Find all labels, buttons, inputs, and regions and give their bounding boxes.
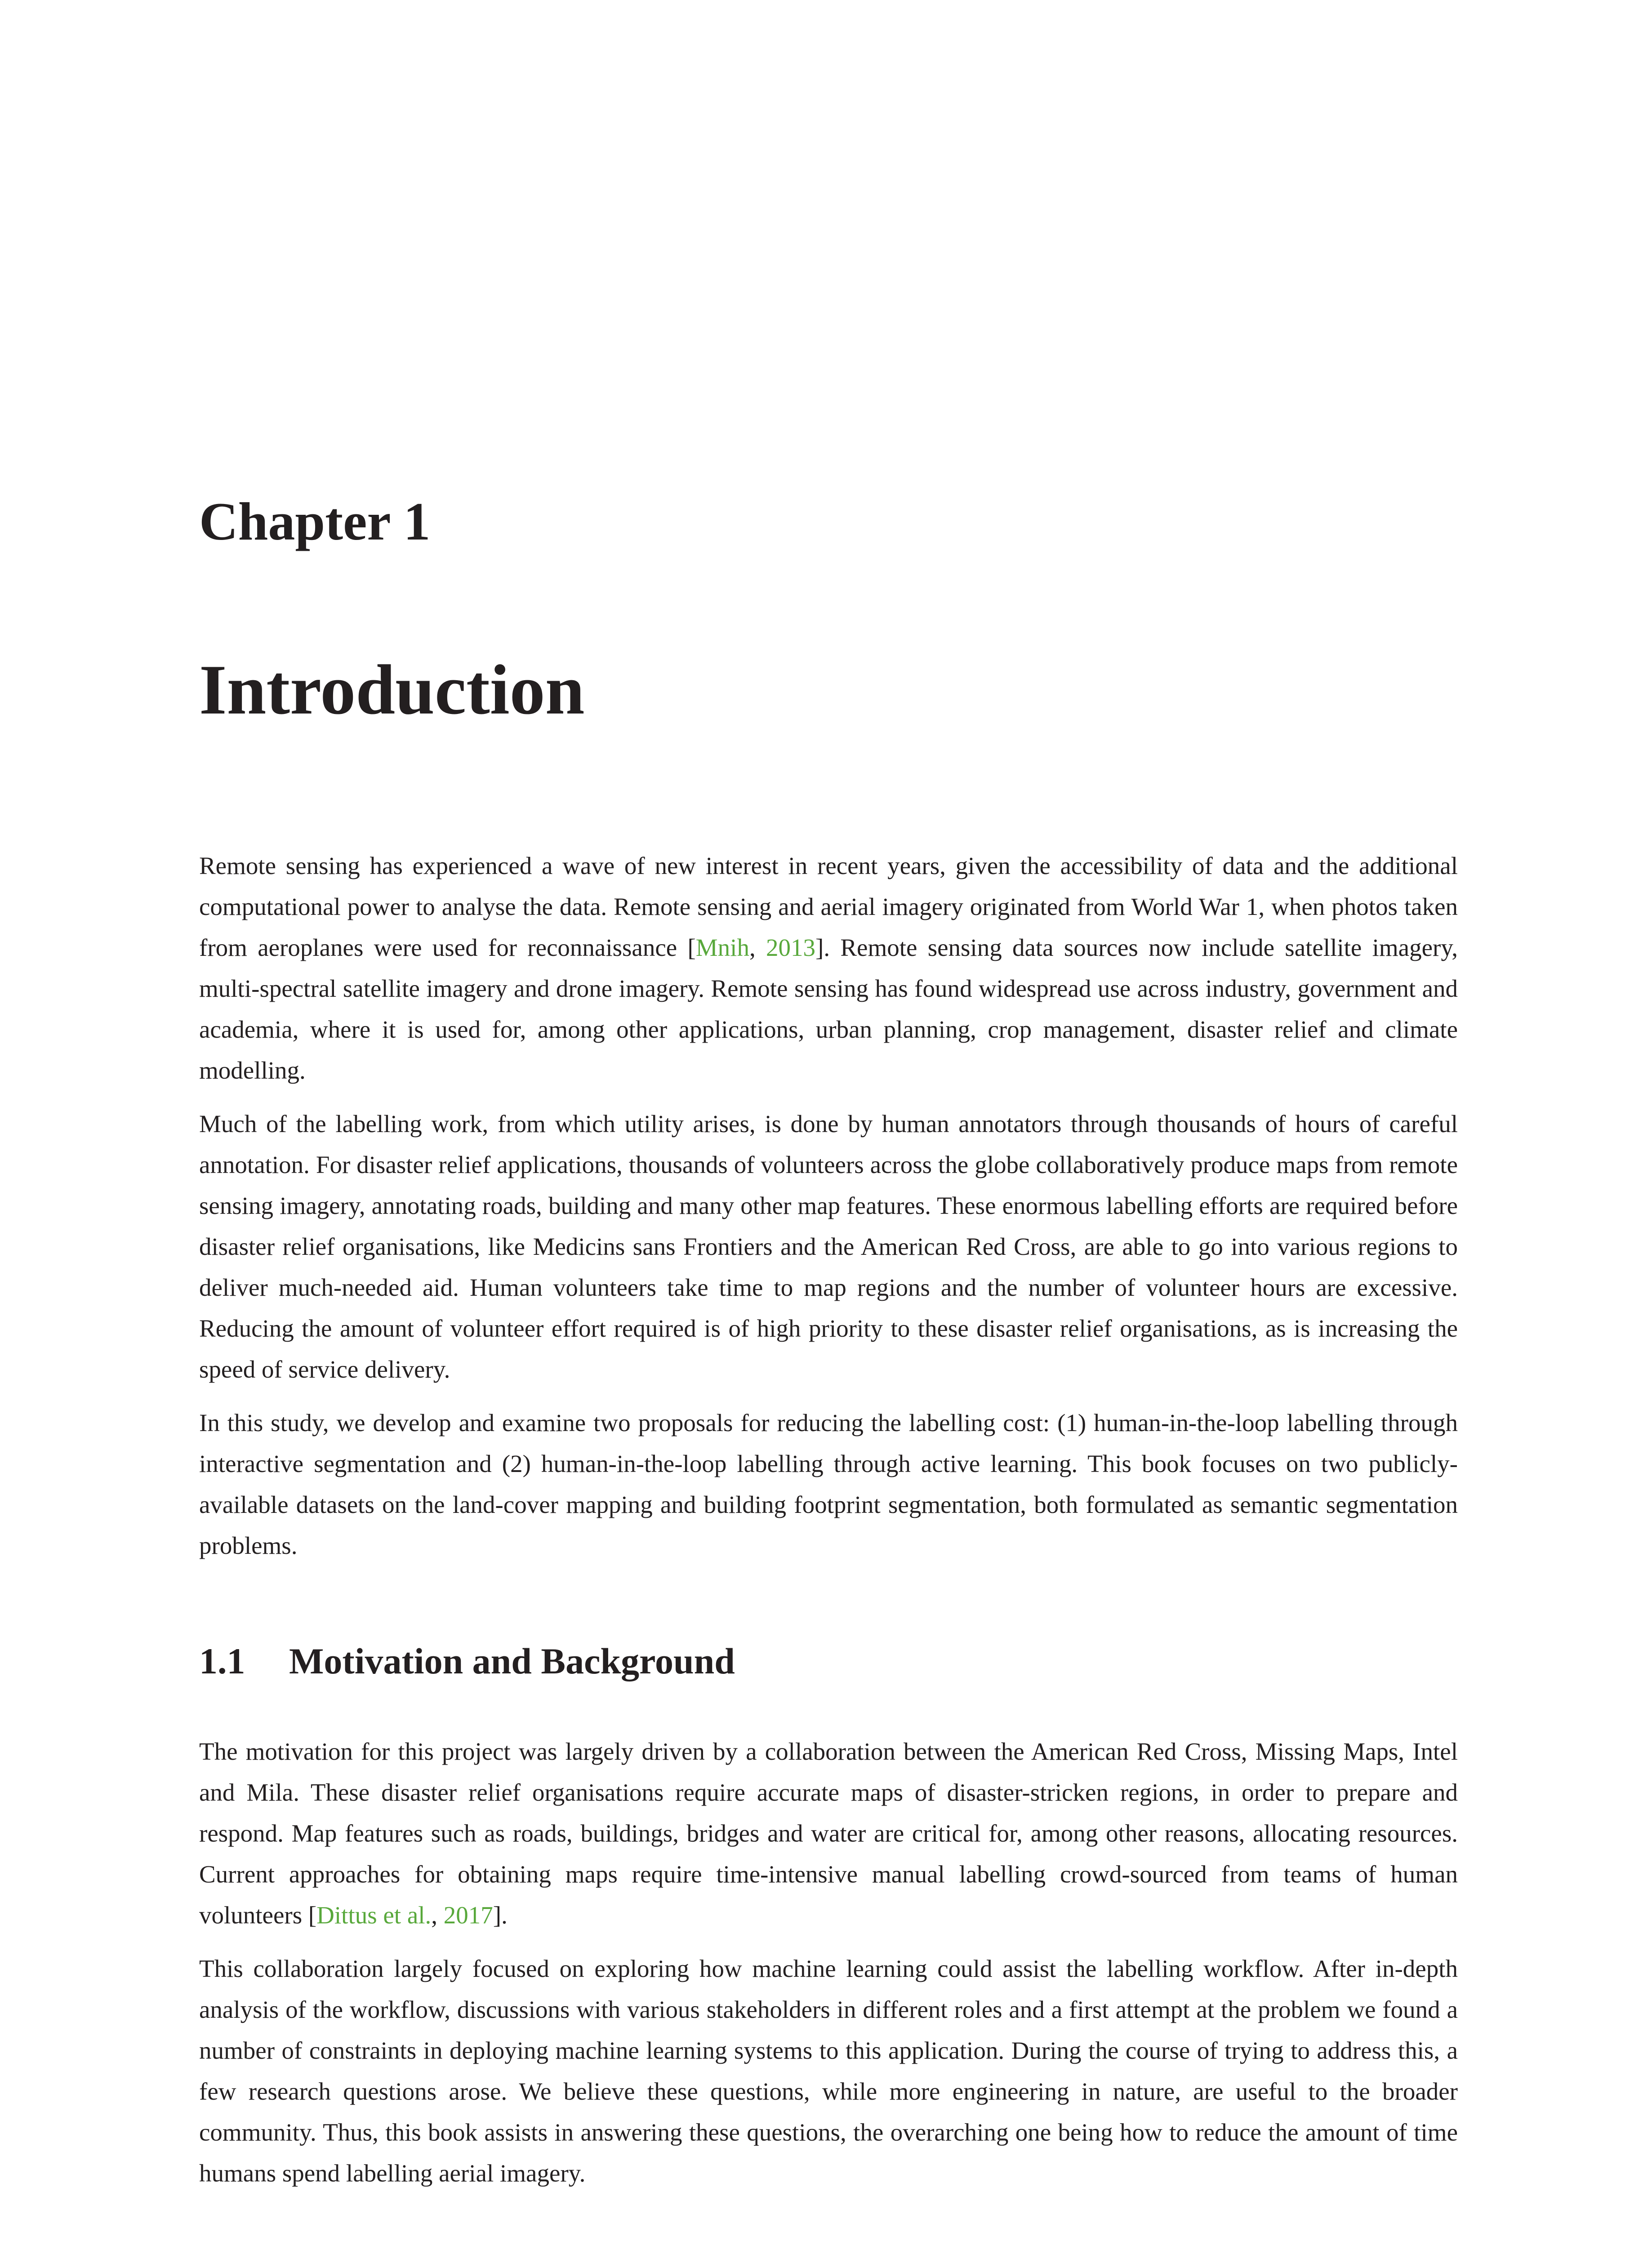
intro-paragraph-1 — [199, 845, 1458, 1091]
intro-paragraph-3: In this study, we develop and examine two proposals for reducing the labelling cost: (1) human-in-the-loop labelling through interactive segmentation and (2) human-in-the-loop labelling through active learning. This book focuses on two publicly-available datasets on the land-cover mapping and building footprint segmentation, both formulated as semantic segmentation problems. — [199, 1409, 1458, 1559]
section-body — [199, 1731, 1458, 2206]
intro-p1-text-before: Remote sensing has experienced a wave of new interest in recent years, given the accessibility of data and the additional computational power to analyse the data. Remote sensing and aerial imagery originated from World War 1, when photos taken from aeroplanes were used for reconnaissance [ — [199, 852, 1458, 961]
citation-separator: , — [749, 934, 766, 961]
section-paragraph-1 — [199, 1731, 1458, 1936]
citation-author-link[interactable]: Mnih — [695, 934, 749, 961]
intro-body — [199, 845, 1458, 1579]
section-p1-text-after: ]. — [493, 1901, 508, 1929]
citation-year-link[interactable]: 2017 — [443, 1901, 493, 1929]
chapter-title: Introduction — [199, 651, 585, 729]
section-paragraph-2: This collaboration largely focused on exploring how machine learning could assist the labelling workflow. After in-depth analysis of the workflow, discussions with various stakeholders in different roles and a first attempt at the problem we found a number of constraints in deploying machine learning systems to this application. During the course of trying to address this, a few research questions arose. We believe these questions, while more engineering in nature, are useful to the broader community. Thus, this book assists in answering these questions, the overarching one being how to reduce the amount of time humans spend labelling aerial imagery. — [199, 1955, 1458, 2187]
section-title: Motivation and Background — [289, 1641, 735, 1682]
intro-p1-text-after: ]. Remote sensing data sources now include satellite imagery, multi-spectral satellite imagery and drone imagery. Remote sensing has found widespread use across industry, government and academia, where it is used for, among other applications, urban planning, crop management, disaster relief and climate modelling. — [199, 934, 1458, 1084]
citation-author-link[interactable]: Dittus et al. — [316, 1901, 432, 1929]
section-number: 1.1 — [199, 1641, 245, 1682]
citation-separator: , — [431, 1901, 444, 1929]
section-heading — [199, 1637, 735, 1686]
chapter-label: Chapter 1 — [199, 491, 431, 551]
citation-year-link[interactable]: 2013 — [766, 934, 815, 961]
section-p1-text-before: The motivation for this project was largely driven by a collaboration between the American Red Cross, Missing Maps, Intel and Mila. These disaster relief organisations require accurate maps of disaster-stricken regions, in order to prepare and respond. Map features such as roads, buildings, bridges and water are critical for, among other reasons, allocating resources. Current approaches for obtaining maps require time-intensive manual labelling crowd-sourced from teams of human volunteers [ — [199, 1738, 1458, 1929]
intro-paragraph-2: Much of the labelling work, from which utility arises, is done by human annotators through thousands of hours of careful annotation. For disaster relief applications, thousands of volunteers across the globe collaboratively produce maps from remote sensing imagery, annotating roads, building and many other map features. These enormous labelling efforts are required before disaster relief organisations, like Medicins sans Frontiers and the American Red Cross, are able to go into various regions to deliver much-needed aid. Human volunteers take time to map regions and the number of volunteer hours are excessive. Reducing the amount of volunteer effort required is of high priority to these disaster relief organisations, as is increasing the speed of service delivery. — [199, 1110, 1458, 1383]
